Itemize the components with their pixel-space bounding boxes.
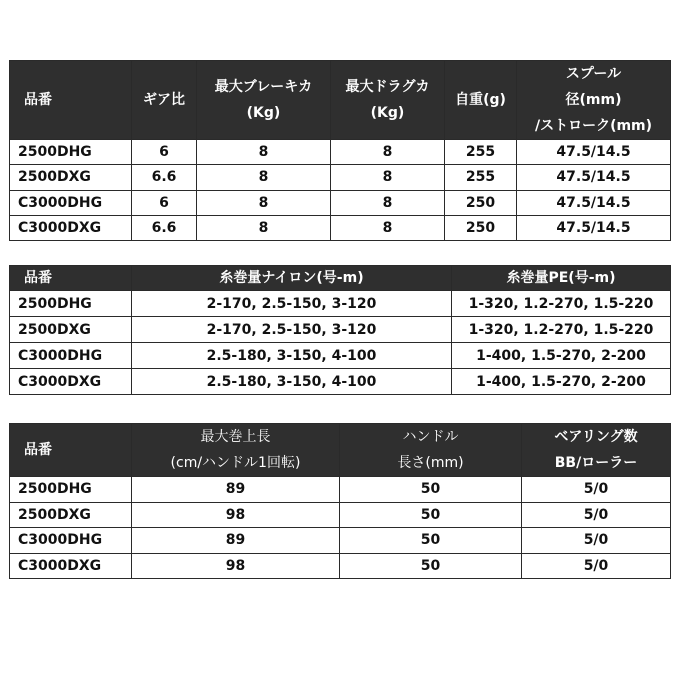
header-bearing-line2: BB/ローラー: [554, 455, 638, 471]
header-model: 品番: [10, 61, 132, 140]
cell-max-brake: 8: [197, 215, 331, 240]
header-spool-line2: 径(mm): [565, 92, 622, 108]
header-max-brake-line1: 最大ブレーキカ: [214, 79, 313, 95]
cell-weight: 250: [445, 190, 517, 215]
cell-retrieve: 98: [132, 553, 340, 579]
cell-bearing: 5/0: [522, 477, 671, 503]
header-row: [10, 266, 671, 291]
cell-max-drag: 8: [331, 140, 445, 165]
cell-model: C3000DXG: [10, 553, 132, 579]
header-max-brake-line2: (Kg): [246, 105, 281, 121]
header-retrieve-line2: (cm/ハンドル1回転): [170, 455, 301, 471]
cell-retrieve: 89: [132, 477, 340, 503]
header-model: 品番: [10, 266, 132, 291]
spec-table-basic: [9, 60, 671, 241]
cell-weight: 255: [445, 165, 517, 190]
cell-max-drag: 8: [331, 215, 445, 240]
cell-max-brake: 8: [197, 190, 331, 215]
cell-model: 2500DHG: [10, 477, 132, 503]
cell-model: C3000DXG: [10, 369, 132, 395]
cell-max-brake: 8: [197, 140, 331, 165]
cell-nylon: 2.5-180, 3-150, 4-100: [132, 369, 452, 395]
cell-gear-ratio: 6.6: [132, 165, 197, 190]
cell-max-drag: 8: [331, 165, 445, 190]
header-spool-line1: スプール: [565, 66, 622, 82]
header-row: [10, 61, 671, 140]
cell-bearing: 5/0: [522, 528, 671, 554]
cell-spool: 47.5/14.5: [517, 140, 671, 165]
cell-pe: 1-400, 1.5-270, 2-200: [452, 343, 671, 369]
header-nylon: 糸巻量ナイロン(号-m): [132, 266, 452, 291]
table-row: [10, 190, 671, 215]
header-retrieve: [132, 424, 340, 477]
cell-retrieve: 89: [132, 528, 340, 554]
cell-model: 2500DXG: [10, 502, 132, 528]
cell-gear-ratio: 6: [132, 190, 197, 215]
cell-spool: 47.5/14.5: [517, 190, 671, 215]
cell-nylon: 2-170, 2.5-150, 3-120: [132, 291, 452, 317]
header-row: [10, 424, 671, 477]
table-row: [10, 165, 671, 190]
header-max-brake: [197, 61, 331, 140]
cell-bearing: 5/0: [522, 553, 671, 579]
table-row: [10, 215, 671, 240]
cell-model: C3000DHG: [10, 343, 132, 369]
cell-pe: 1-320, 1.2-270, 1.5-220: [452, 291, 671, 317]
cell-gear-ratio: 6: [132, 140, 197, 165]
cell-max-brake: 8: [197, 165, 331, 190]
cell-model: 2500DHG: [10, 291, 132, 317]
header-spool: [517, 61, 671, 140]
cell-gear-ratio: 6.6: [132, 215, 197, 240]
header-max-drag-line2: (Kg): [370, 105, 405, 121]
table-row: [10, 291, 671, 317]
header-handle: [340, 424, 522, 477]
cell-nylon: 2-170, 2.5-150, 3-120: [132, 317, 452, 343]
cell-model: C3000DXG: [10, 215, 132, 240]
cell-pe: 1-320, 1.2-270, 1.5-220: [452, 317, 671, 343]
cell-max-drag: 8: [331, 190, 445, 215]
header-max-drag: [331, 61, 445, 140]
header-handle-line1: ハンドル: [402, 429, 459, 445]
cell-model: 2500DXG: [10, 165, 132, 190]
header-bearing: [522, 424, 671, 477]
cell-handle: 50: [340, 528, 522, 554]
table-row: [10, 369, 671, 395]
cell-retrieve: 98: [132, 502, 340, 528]
spec-table-line-capacity: [9, 265, 671, 395]
header-gear-ratio: ギア比: [132, 61, 197, 140]
cell-handle: 50: [340, 477, 522, 503]
header-pe: 糸巻量PE(号-m): [452, 266, 671, 291]
table-row: [10, 140, 671, 165]
cell-model: 2500DXG: [10, 317, 132, 343]
header-spool-line3: /ストローク(mm): [534, 118, 653, 134]
table-row: [10, 317, 671, 343]
cell-bearing: 5/0: [522, 502, 671, 528]
header-max-drag-line1: 最大ドラグカ: [345, 79, 430, 95]
header-bearing-line1: ベアリング数: [554, 429, 638, 445]
header-weight: 自重(g): [445, 61, 517, 140]
cell-model: C3000DHG: [10, 528, 132, 554]
table-row: [10, 343, 671, 369]
cell-model: 2500DHG: [10, 140, 132, 165]
cell-spool: 47.5/14.5: [517, 215, 671, 240]
header-model: 品番: [10, 424, 132, 477]
table-row: [10, 553, 671, 579]
cell-handle: 50: [340, 502, 522, 528]
table-row: [10, 477, 671, 503]
table-row: [10, 528, 671, 554]
cell-nylon: 2.5-180, 3-150, 4-100: [132, 343, 452, 369]
cell-handle: 50: [340, 553, 522, 579]
cell-spool: 47.5/14.5: [517, 165, 671, 190]
cell-pe: 1-400, 1.5-270, 2-200: [452, 369, 671, 395]
table-row: [10, 502, 671, 528]
cell-weight: 250: [445, 215, 517, 240]
cell-model: C3000DHG: [10, 190, 132, 215]
cell-weight: 255: [445, 140, 517, 165]
spec-table-retrieve-handle: [9, 423, 671, 579]
header-retrieve-line1: 最大巻上長: [200, 429, 271, 445]
header-handle-line2: 長さ(mm): [397, 455, 464, 471]
